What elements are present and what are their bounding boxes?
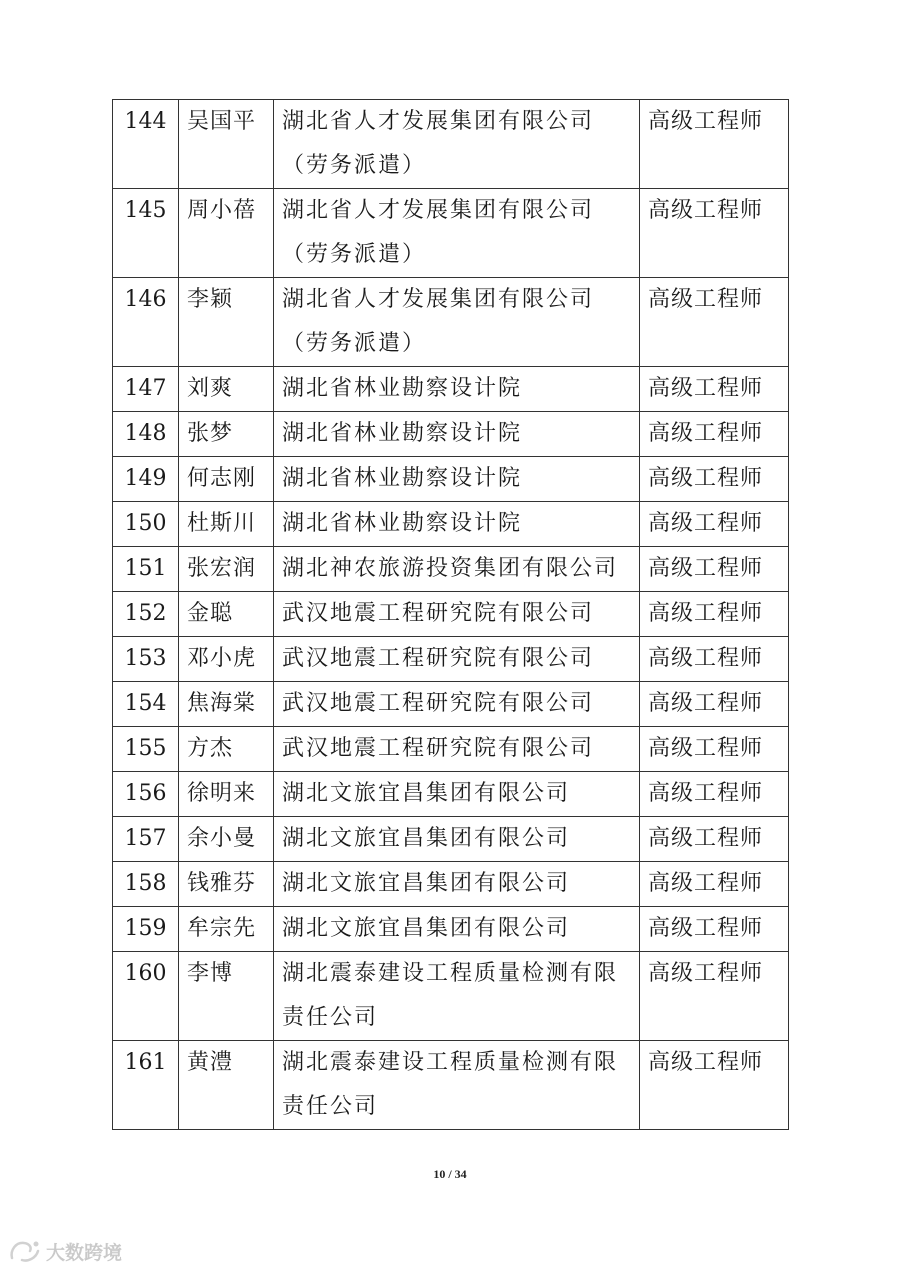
- professional-title: 高级工程师: [640, 907, 789, 952]
- organization: [274, 1041, 640, 1130]
- person-name: 钱雅芬: [179, 862, 274, 907]
- row-number: 157: [113, 817, 179, 862]
- table-row: [113, 278, 789, 367]
- row-number: 158: [113, 862, 179, 907]
- person-name: 李颖: [179, 278, 274, 367]
- organization: 湖北省林业勘察设计院: [274, 502, 640, 547]
- organization-line-1: 湖北震泰建设工程质量检测有限: [282, 961, 619, 986]
- organization: [274, 189, 640, 278]
- professional-title: 高级工程师: [640, 592, 789, 637]
- person-name: 邓小虎: [179, 637, 274, 682]
- organization-line-2: 责任公司: [282, 1094, 379, 1119]
- organization: [274, 952, 640, 1041]
- table-row: [113, 547, 789, 592]
- person-name: 李博: [179, 952, 274, 1041]
- row-number: 159: [113, 907, 179, 952]
- person-name: 杜斯川: [179, 502, 274, 547]
- organization: 湖北文旅宜昌集团有限公司: [274, 862, 640, 907]
- organization-line-2: （劳务派遣）: [282, 153, 427, 178]
- table-row: [113, 457, 789, 502]
- person-name: 张宏润: [179, 547, 274, 592]
- table-row: [113, 772, 789, 817]
- professional-title: 高级工程师: [640, 278, 789, 367]
- organization-line-1: 湖北省人才发展集团有限公司: [282, 287, 595, 312]
- person-name: 吴国平: [179, 100, 274, 189]
- table-row: [113, 502, 789, 547]
- table-row: [113, 637, 789, 682]
- person-name: 焦海棠: [179, 682, 274, 727]
- row-number: 161: [113, 1041, 179, 1130]
- professional-title: 高级工程师: [640, 772, 789, 817]
- person-name: 何志刚: [179, 457, 274, 502]
- organization-line-2: （劳务派遣）: [282, 242, 427, 267]
- professional-title: 高级工程师: [640, 367, 789, 412]
- organization: 武汉地震工程研究院有限公司: [274, 637, 640, 682]
- organization: 湖北省林业勘察设计院: [274, 412, 640, 457]
- row-number: 150: [113, 502, 179, 547]
- organization-line-2: （劳务派遣）: [282, 331, 427, 356]
- row-number: 149: [113, 457, 179, 502]
- row-number: 155: [113, 727, 179, 772]
- professional-title: 高级工程师: [640, 547, 789, 592]
- table-row: [113, 817, 789, 862]
- table-row: [113, 862, 789, 907]
- row-number: 156: [113, 772, 179, 817]
- organization: 湖北省林业勘察设计院: [274, 457, 640, 502]
- table-row: [113, 189, 789, 278]
- row-number: 151: [113, 547, 179, 592]
- table-row: [113, 1041, 789, 1130]
- professional-title: 高级工程师: [640, 952, 789, 1041]
- watermark-text: 大数跨境: [46, 1241, 123, 1264]
- organization-line-1: 湖北震泰建设工程质量检测有限: [282, 1050, 619, 1075]
- professional-title: 高级工程师: [640, 100, 789, 189]
- personnel-table: [112, 99, 789, 1130]
- row-number: 160: [113, 952, 179, 1041]
- person-name: 刘爽: [179, 367, 274, 412]
- person-name: 徐明来: [179, 772, 274, 817]
- organization: [274, 278, 640, 367]
- person-name: 方杰: [179, 727, 274, 772]
- professional-title: 高级工程师: [640, 189, 789, 278]
- organization: 武汉地震工程研究院有限公司: [274, 682, 640, 727]
- page-number: 10 / 34: [433, 1167, 467, 1181]
- organization: 湖北文旅宜昌集团有限公司: [274, 772, 640, 817]
- professional-title: 高级工程师: [640, 457, 789, 502]
- person-name: 金聪: [179, 592, 274, 637]
- organization-line-2: 责任公司: [282, 1005, 379, 1030]
- organization: [274, 100, 640, 189]
- row-number: 148: [113, 412, 179, 457]
- row-number: 152: [113, 592, 179, 637]
- person-name: 黄澧: [179, 1041, 274, 1130]
- organization: 湖北省林业勘察设计院: [274, 367, 640, 412]
- organization: 湖北神农旅游投资集团有限公司: [274, 547, 640, 592]
- organization: 湖北文旅宜昌集团有限公司: [274, 817, 640, 862]
- row-number: 145: [113, 189, 179, 278]
- row-number: 147: [113, 367, 179, 412]
- organization: 湖北文旅宜昌集团有限公司: [274, 907, 640, 952]
- table-row: [113, 727, 789, 772]
- professional-title: 高级工程师: [640, 637, 789, 682]
- table-row: [113, 100, 789, 189]
- person-name: 张梦: [179, 412, 274, 457]
- table-row: [113, 412, 789, 457]
- watermark-logo-icon: [8, 1238, 42, 1264]
- table-row: [113, 592, 789, 637]
- row-number: 144: [113, 100, 179, 189]
- person-name: 余小曼: [179, 817, 274, 862]
- person-name: 周小蓓: [179, 189, 274, 278]
- row-number: 154: [113, 682, 179, 727]
- table-row: [113, 907, 789, 952]
- watermark: [8, 1236, 122, 1266]
- professional-title: 高级工程师: [640, 727, 789, 772]
- professional-title: 高级工程师: [640, 412, 789, 457]
- professional-title: 高级工程师: [640, 682, 789, 727]
- table-row: [113, 952, 789, 1041]
- professional-title: 高级工程师: [640, 502, 789, 547]
- organization-line-1: 湖北省人才发展集团有限公司: [282, 198, 595, 223]
- professional-title: 高级工程师: [640, 817, 789, 862]
- table-row: [113, 682, 789, 727]
- table-row: [113, 367, 789, 412]
- professional-title: 高级工程师: [640, 862, 789, 907]
- organization: 武汉地震工程研究院有限公司: [274, 727, 640, 772]
- organization-line-1: 湖北省人才发展集团有限公司: [282, 109, 595, 134]
- organization: 武汉地震工程研究院有限公司: [274, 592, 640, 637]
- professional-title: 高级工程师: [640, 1041, 789, 1130]
- row-number: 146: [113, 278, 179, 367]
- row-number: 153: [113, 637, 179, 682]
- person-name: 牟宗先: [179, 907, 274, 952]
